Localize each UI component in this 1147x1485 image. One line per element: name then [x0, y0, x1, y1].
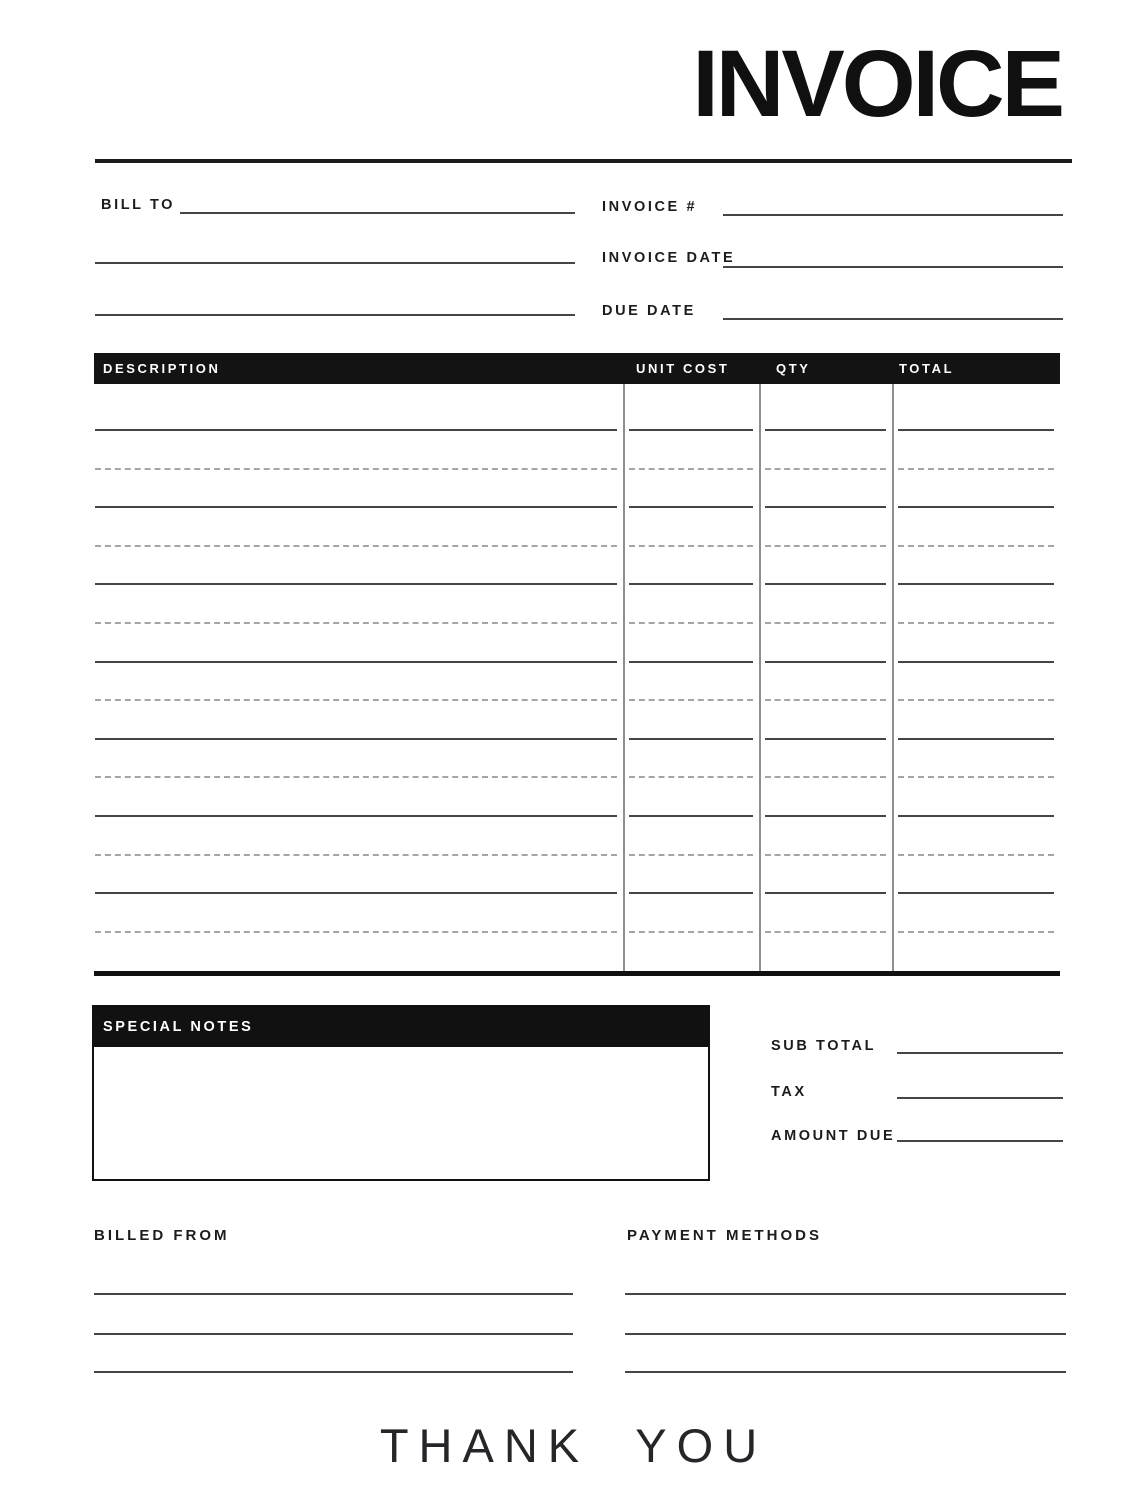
table-cell[interactable]: [759, 778, 892, 817]
table-cell[interactable]: [892, 431, 1060, 470]
table-cell[interactable]: [892, 701, 1060, 740]
items-table-body: [94, 384, 1060, 971]
table-cell[interactable]: [759, 547, 892, 586]
table-cell[interactable]: [623, 778, 759, 817]
table-cell[interactable]: [759, 663, 892, 702]
table-row: [94, 933, 1060, 972]
items-table-header: [94, 353, 1060, 384]
invoice-number-line[interactable]: [723, 214, 1063, 216]
table-row: [94, 585, 1060, 624]
table-cell[interactable]: [892, 933, 1060, 972]
table-cell[interactable]: [94, 856, 623, 895]
table-cell[interactable]: [623, 856, 759, 895]
column-header-unit-cost: UNIT COST: [636, 361, 730, 376]
table-cell[interactable]: [759, 508, 892, 547]
table-row: [94, 508, 1060, 547]
table-cell[interactable]: [892, 856, 1060, 895]
page-title: INVOICE: [692, 31, 1062, 137]
invoice-date-line[interactable]: [723, 266, 1063, 268]
table-row: [94, 470, 1060, 509]
table-cell[interactable]: [94, 624, 623, 663]
column-header-description: DESCRIPTION: [103, 361, 221, 376]
payment-methods-line-2[interactable]: [625, 1333, 1066, 1335]
table-cell[interactable]: [892, 508, 1060, 547]
billed-from-line-2[interactable]: [94, 1333, 573, 1335]
table-cell[interactable]: [623, 624, 759, 663]
table-cell[interactable]: [94, 470, 623, 509]
table-cell[interactable]: [94, 431, 623, 470]
table-row: [94, 817, 1060, 856]
table-cell[interactable]: [892, 817, 1060, 856]
table-cell[interactable]: [94, 933, 623, 972]
table-cell[interactable]: [623, 933, 759, 972]
table-cell[interactable]: [94, 585, 623, 624]
table-cell[interactable]: [892, 547, 1060, 586]
due-date-line[interactable]: [723, 318, 1063, 320]
table-row: [94, 740, 1060, 779]
subtotal-label: SUB TOTAL: [771, 1038, 877, 1054]
payment-methods-label: PAYMENT METHODS: [627, 1227, 823, 1244]
header-rule: [95, 159, 1072, 163]
amount-due-label: AMOUNT DUE: [771, 1128, 896, 1144]
table-cell[interactable]: [623, 470, 759, 509]
table-cell[interactable]: [623, 701, 759, 740]
table-cell[interactable]: [94, 547, 623, 586]
table-cell[interactable]: [759, 817, 892, 856]
table-cell[interactable]: [759, 933, 892, 972]
table-cell[interactable]: [759, 701, 892, 740]
tax-line[interactable]: [897, 1097, 1063, 1099]
table-cell[interactable]: [759, 585, 892, 624]
thank-you-text: THANK YOU: [379, 1419, 768, 1472]
table-row: [94, 663, 1060, 702]
table-cell[interactable]: [892, 663, 1060, 702]
billed-from-line-1[interactable]: [94, 1293, 573, 1295]
bill-to-line-2[interactable]: [95, 262, 575, 264]
table-row: [94, 778, 1060, 817]
bill-to-line-3[interactable]: [95, 314, 575, 316]
table-cell[interactable]: [759, 856, 892, 895]
column-header-total: TOTAL: [899, 361, 955, 376]
table-cell[interactable]: [623, 585, 759, 624]
table-row: [94, 547, 1060, 586]
table-cell[interactable]: [94, 663, 623, 702]
column-header-qty: QTY: [776, 361, 811, 376]
table-cell[interactable]: [759, 470, 892, 509]
payment-methods-line-3[interactable]: [625, 1371, 1066, 1373]
special-notes-label: SPECIAL NOTES: [94, 1007, 708, 1047]
billed-from-label: BILLED FROM: [94, 1227, 230, 1244]
table-cell[interactable]: [94, 384, 623, 431]
bill-to-label: BILL TO: [101, 197, 176, 213]
table-cell[interactable]: [94, 894, 623, 933]
table-row: [94, 701, 1060, 740]
table-cell[interactable]: [892, 740, 1060, 779]
table-row: [94, 624, 1060, 663]
table-row: [94, 856, 1060, 895]
table-cell[interactable]: [759, 740, 892, 779]
table-cell[interactable]: [94, 740, 623, 779]
table-bottom-rule: [94, 971, 1060, 976]
table-cell[interactable]: [623, 740, 759, 779]
table-cell[interactable]: [623, 547, 759, 586]
items-table: [94, 353, 1060, 976]
table-cell[interactable]: [759, 894, 892, 933]
table-cell[interactable]: [892, 778, 1060, 817]
table-row: [94, 431, 1060, 470]
table-cell[interactable]: [623, 431, 759, 470]
subtotal-line[interactable]: [897, 1052, 1063, 1054]
table-cell[interactable]: [892, 470, 1060, 509]
table-cell[interactable]: [759, 624, 892, 663]
table-cell[interactable]: [623, 817, 759, 856]
due-date-label: DUE DATE: [602, 303, 696, 319]
table-cell[interactable]: [892, 384, 1060, 431]
table-cell[interactable]: [623, 508, 759, 547]
table-cell[interactable]: [759, 384, 892, 431]
table-cell[interactable]: [94, 817, 623, 856]
table-cell[interactable]: [94, 778, 623, 817]
table-cell[interactable]: [94, 508, 623, 547]
special-notes-box: [92, 1005, 710, 1181]
table-cell[interactable]: [759, 431, 892, 470]
table-cell[interactable]: [892, 894, 1060, 933]
table-cell[interactable]: [892, 624, 1060, 663]
invoice-date-label: INVOICE DATE: [602, 250, 736, 266]
tax-label: TAX: [771, 1084, 807, 1100]
special-notes-input[interactable]: [94, 1047, 708, 1178]
table-row: [94, 894, 1060, 933]
billed-from-line-3[interactable]: [94, 1371, 573, 1373]
table-cell[interactable]: [892, 585, 1060, 624]
amount-due-line[interactable]: [897, 1140, 1063, 1142]
payment-methods-line-1[interactable]: [625, 1293, 1066, 1295]
invoice-number-label: INVOICE #: [602, 199, 698, 215]
table-cell[interactable]: [623, 894, 759, 933]
table-cell[interactable]: [94, 701, 623, 740]
table-row: [94, 384, 1060, 431]
table-cell[interactable]: [623, 663, 759, 702]
bill-to-line-1[interactable]: [180, 212, 575, 214]
table-cell[interactable]: [623, 384, 759, 431]
